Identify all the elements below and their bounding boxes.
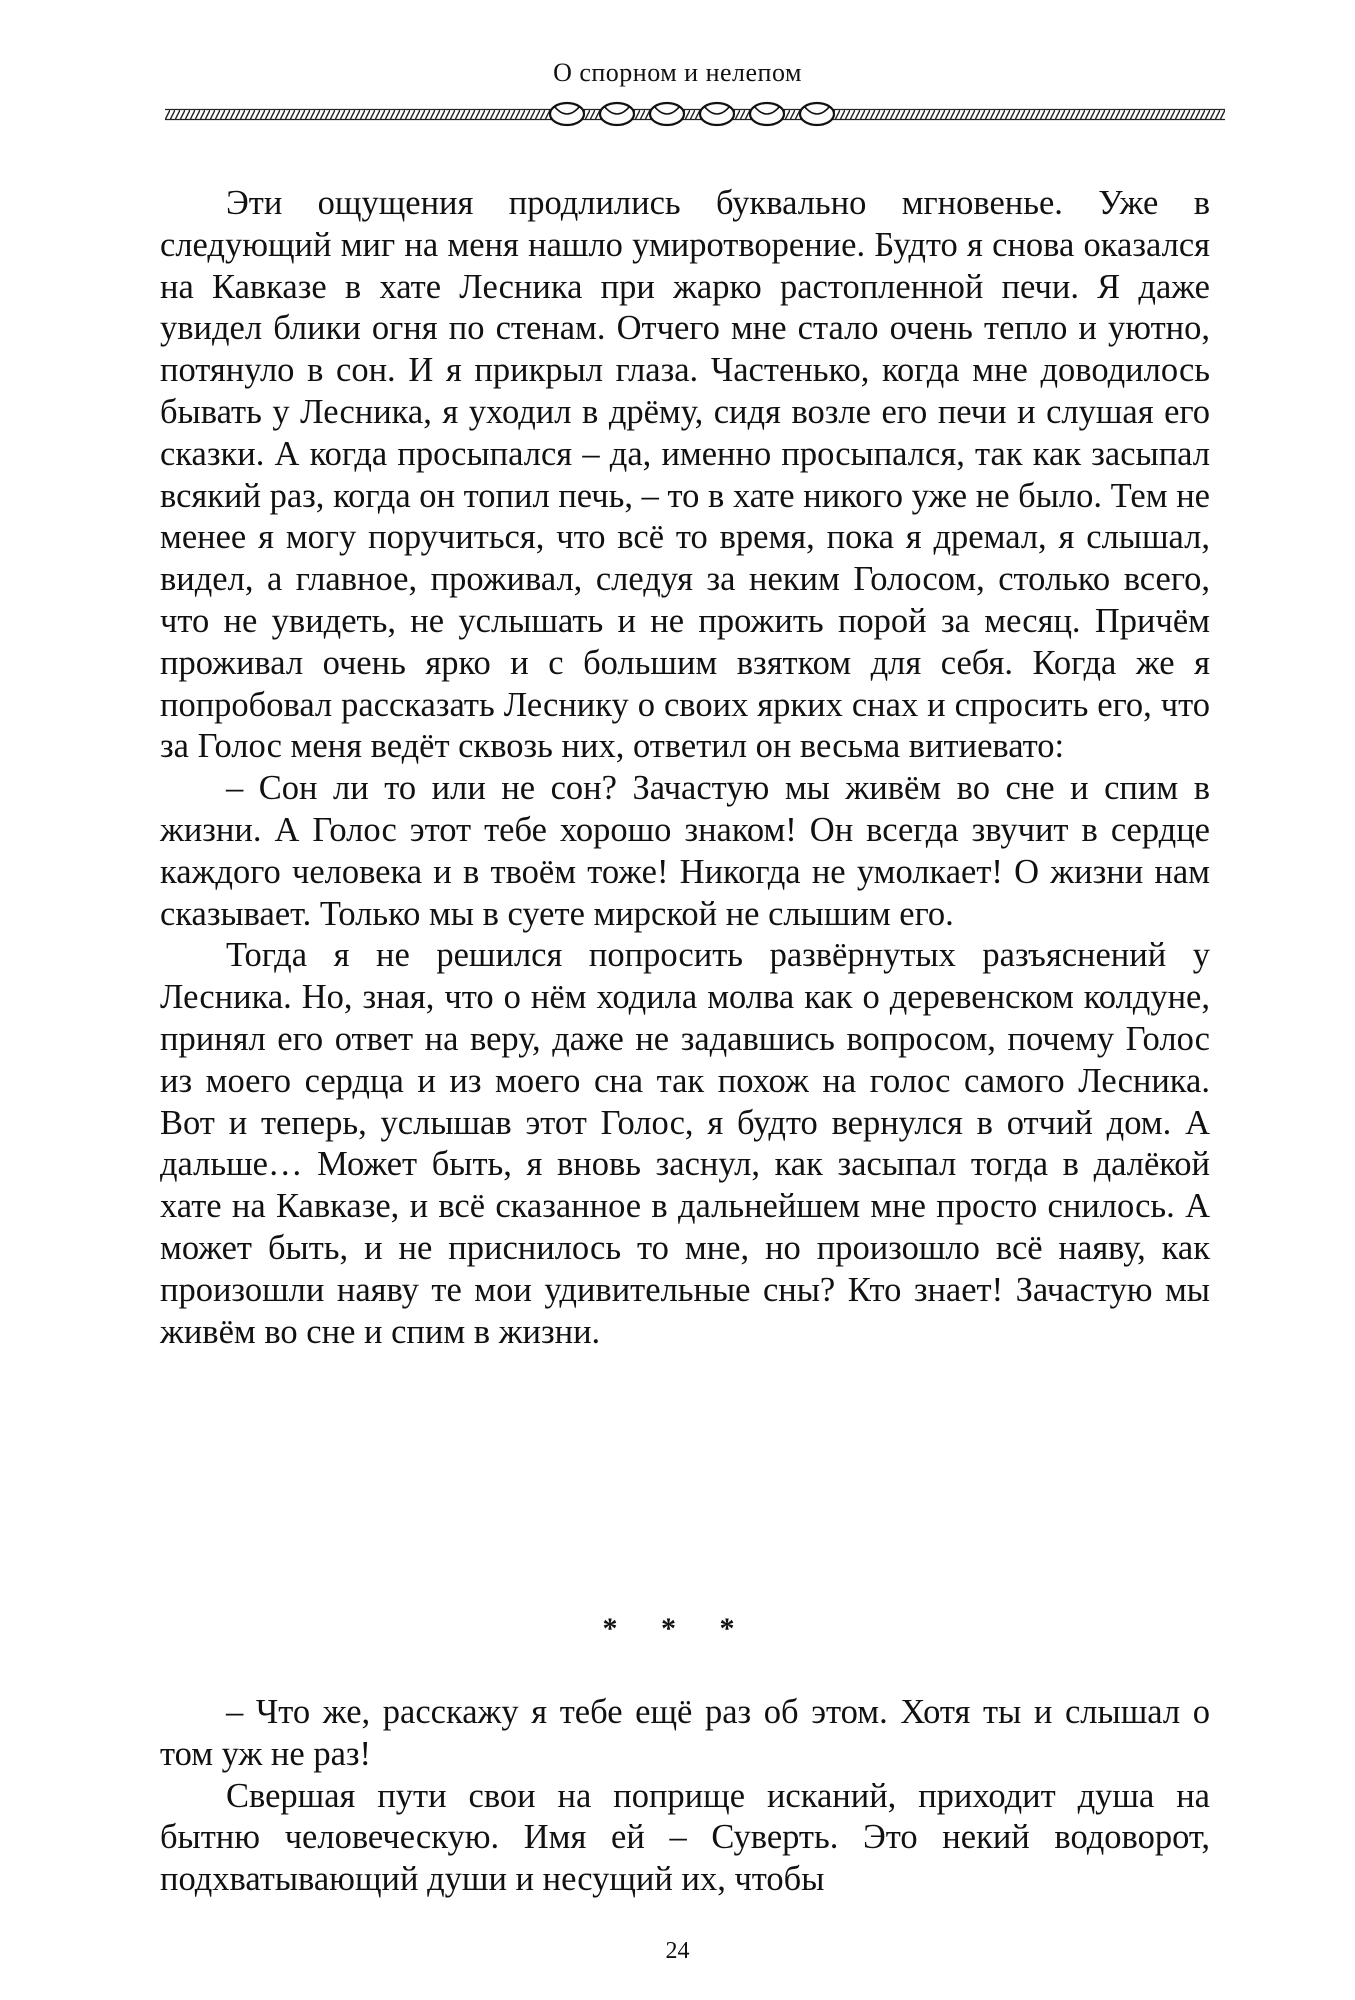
paragraph: – Что же, расскажу я тебе ещё раз об этом. Хотя ты и слышал о том уж не раз! [160, 1693, 1210, 1773]
main-text-block [160, 183, 1210, 1353]
paragraph: Свершая пути свои на поприще исканий, приходит душа на бытню человеческую. Имя ей – Суверть. Это некий водоворот, подхватывающий души и несущий их, чтобы [160, 1776, 1210, 1899]
section-separator: * * * [602, 1612, 753, 1645]
running-title: О спорном и нелепом [553, 58, 802, 87]
paragraph: Эти ощущения продлились буквально мгновенье. Уже в следующий миг на меня нашло умиротворение. Будто я снова оказался на Кавказе в хате Лесника при жарко растопленной печи. Я даже увидел блики огня по стенам. Отчего мне стало очень тепло и уютно, потянуло в сон. И я прикрыл глаза. Частенько, когда мне доводилось бывать у Лесника, я уходил в дрёму, сидя возле его печи и слушая его сказки. А когда просыпался – да, именно просыпался, так как засыпал всякий раз, когда он топил печь, – то в хате никого уже не было. Тем не менее я могу поручиться, что всё то время, пока я дремал, я слышал, видел, а главное, проживал, следуя за неким Голосом, столько всего, что не увидеть, не услышать и не прожить порой за месяц. Причём проживал очень ярко и с большим взятком для себя. Когда же я попробовал рассказать Леснику о своих ярких снах и спросить его, что за Голос меня ведёт сквозь них, ответил он весьма витиевато: [160, 184, 1210, 766]
decorative-rule [165, 100, 1225, 130]
paragraph: – Сон ли то или не сон? Зачастую мы живём во сне и спим в жизни. А Голос этот тебе хорошо знаком! Он всегда звучит в сердце каждого человека и в твоём тоже! Никогда не умолкает! О жизни нам сказывает. Только мы в суете мирской не слышим его. [160, 769, 1210, 933]
page-number: 24 [665, 1938, 690, 1964]
paragraph: Тогда я не решился попросить развёрнутых разъяснений у Лесника. Но, зная, что о нём ходила молва как о деревенском колдуне, принял его ответ на веру, даже не задавшись вопросом, почему Голос из моего сердца и из моего сна так похож на голос самого Лесника. Вот и теперь, услышав этот Голос, я будто вернулся в отчий дом. А дальше… Может быть, я вновь заснул, как засыпал тогда в далёкой хате на Кавказе, и всё сказанное в дальнейшем мне просто снилось. А может быть, и не приснилось то мне, но произошло всё наяву, как произошли наяву те мои удивительные сны? Кто знает! Зачастую мы живём во сне и спим в жизни. [160, 936, 1210, 1351]
continued-text-block [160, 1692, 1210, 1901]
